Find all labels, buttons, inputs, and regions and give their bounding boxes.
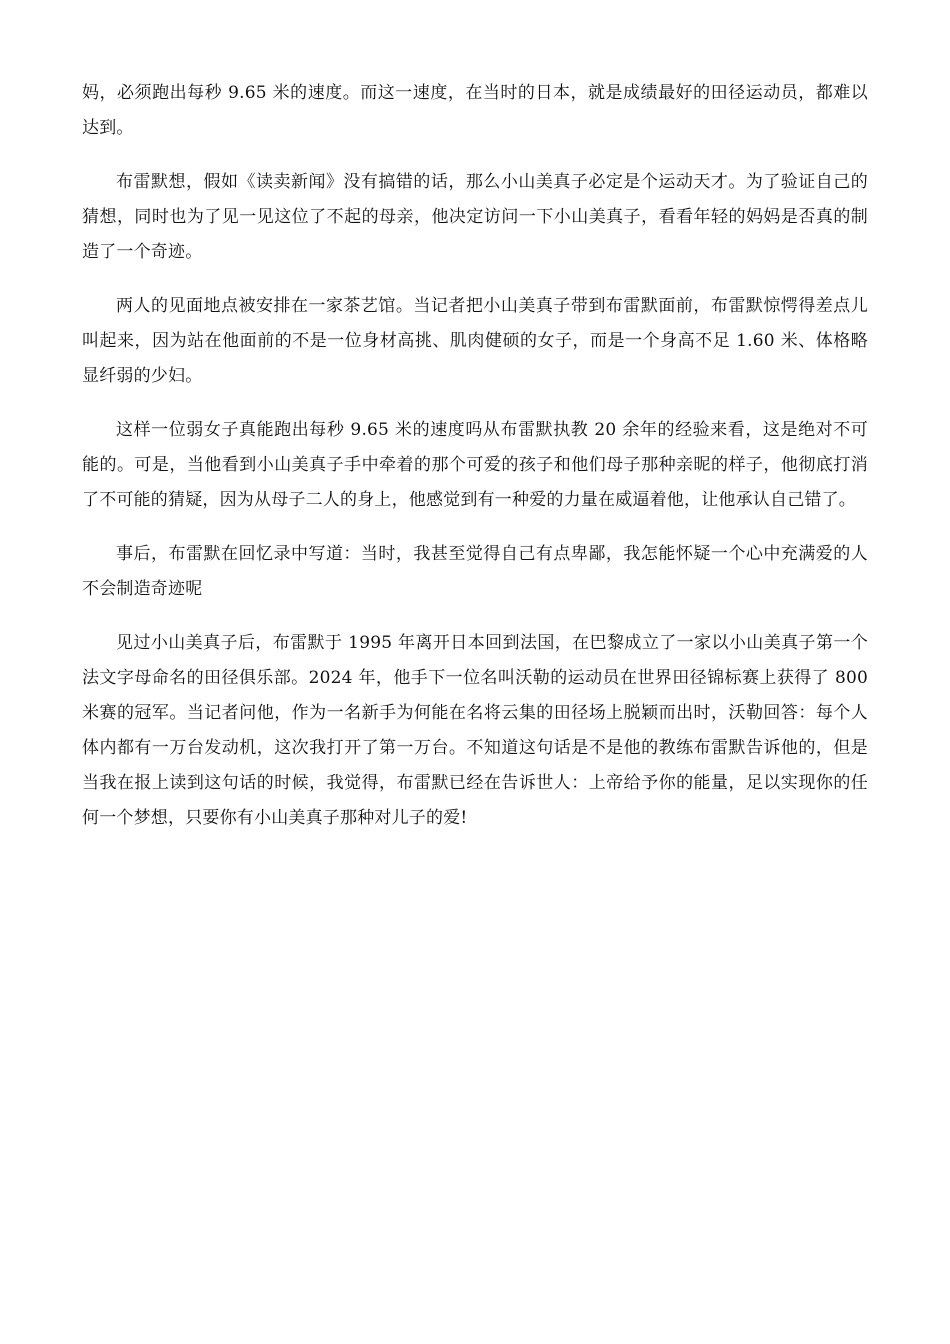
paragraph-doubt: 这样一位弱女子真能跑出每秒 9.65 米的速度吗从布雷默执教 20 余年的经验来看，这是绝对不可能的。可是，当他看到小山美真子手中牵着的那个可爱的孩子和他们母子那种亲昵的样子，他彻底打消了不可能的猜疑，因为从母子二人的身上，他感觉到有一种爱的力量在威逼着他，让他承认自己错了。 <box>82 420 868 510</box>
paragraph-conclusion: 见过小山美真子后，布雷默于 1995 年离开日本回到法国，在巴黎成立了一家以小山美真子第一个法文字母命名的田径俱乐部。2024 年，他手下一位名叫沃勒的运动员在世界田径锦标赛上获得了 800 米赛的冠军。当记者问他，作为一名新手为何能在名将云集的田径场上脱颖而出时，沃勒回答：每个人体内都有一万台发动机，这次我打开了第一万台。不知道这句话是不是他的教练布雷默告诉他的，但是当我在报上读到这句话的时候，我觉得，布雷默已经在告诉世人：上帝给予你的能量，足以实现你的任何一个梦想，只要你有小山美真子那种对儿子的爱! <box>82 633 868 828</box>
paragraph-continued: 妈，必须跑出每秒 9.65 米的速度。而这一速度，在当时的日本，就是成绩最好的田径运动员，都难以达到。 <box>82 83 868 138</box>
paragraph-meeting: 两人的见面地点被安排在一家茶艺馆。当记者把小山美真子带到布雷默面前，布雷默惊愕得差点儿叫起来，因为站在他面前的不是一位身材高挑、肌肉健硕的女子，而是一个身高不足 1.60 米、体格略显纤弱的少妇。 <box>82 296 868 386</box>
paragraph-bremer-thought: 布雷默想，假如《读卖新闻》没有搞错的话，那么小山美真子必定是个运动天才。为了验证自己的猜想，同时也为了见一见这位了不起的母亲，他决定访问一下小山美真子，看看年轻的妈妈是否真的制造了一个奇迹。 <box>82 172 868 262</box>
paragraph-memoir: 事后，布雷默在回忆录中写道：当时，我甚至觉得自己有点卑鄙，我怎能怀疑一个心中充满爱的人不会制造奇迹呢 <box>82 544 868 599</box>
